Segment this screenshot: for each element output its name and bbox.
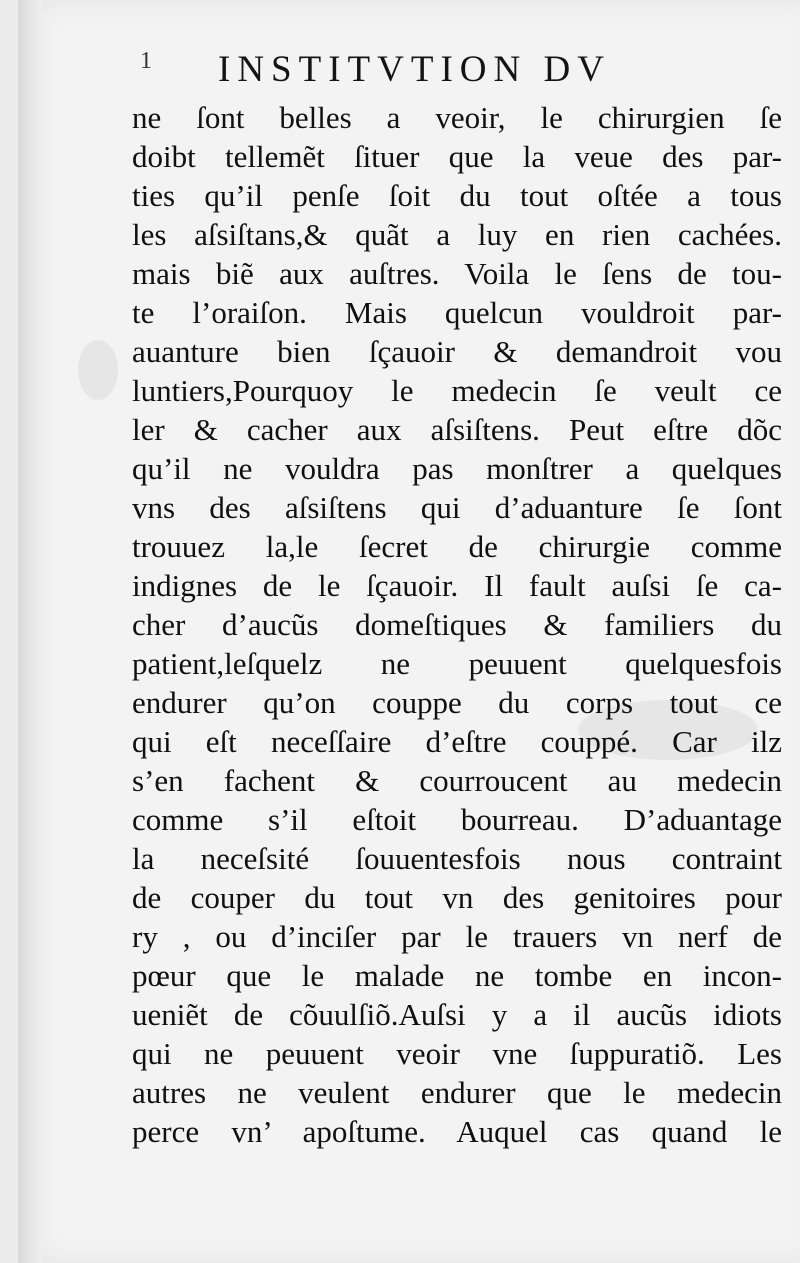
text-line: qui eſt neceſſaire d’eſtre couppé. Car ilz [132, 724, 782, 759]
text-line: ne ſont belles a veoir, le chirurgien ſe [132, 100, 782, 135]
text-line: s’en fachent & courroucent au medecin [132, 763, 782, 798]
folio-number: 1 [140, 48, 152, 74]
text-line: comme s’il eſtoit bourreau. D’aduantage [132, 802, 782, 837]
page-gutter [18, 0, 42, 1263]
text-line: indignes de le ſçauoir. Il fault auſsi ſe ca- [132, 568, 782, 603]
text-line: les aſsiſtans,& quãt a luy en rien cachées. [132, 217, 782, 252]
text-line: de couper du tout vn des genitoires pour [132, 880, 782, 915]
book-page [18, 0, 800, 1263]
text-line: qu’il ne vouldra pas monſtrer a quelques [132, 451, 782, 486]
text-line: ry , ou d’inciſer par le trauers vn nerf de [132, 919, 782, 954]
text-line: la neceſsité ſouuentesfois nous contraint [132, 841, 782, 876]
body-text [132, 98, 782, 1151]
text-line: mais biẽ aux auſtres. Voila le ſens de tou- [132, 256, 782, 291]
text-line: vns des aſsiſtens qui d’aduanture ſe ſont [132, 490, 782, 525]
paper-stain [78, 340, 118, 400]
running-head: INSTITVTION DV [218, 49, 611, 90]
text-line: auanture bien ſçauoir & demandroit vou [132, 334, 782, 369]
text-line: ties qu’il penſe ſoit du tout oſtée a tous [132, 178, 782, 213]
text-line: patient,leſquelz ne peuuent quelquesfois [132, 646, 782, 681]
text-line: perce vn’ apoſtume. Auquel cas quand le [132, 1114, 782, 1149]
text-line: luntiers,Pourquoy le medecin ſe veult ce [132, 373, 782, 408]
text-line: ueniẽt de cõuulſiõ.Auſsi y a il aucũs idiots [132, 997, 782, 1032]
text-line: te l’oraiſon. Mais quelcun vouldroit par- [132, 295, 782, 330]
text-line: pœur que le malade ne tombe en incon- [132, 958, 782, 993]
text-line: endurer qu’on couppe du corps tout ce [132, 685, 782, 720]
text-line: trouuez la,le ſecret de chirurgie comme [132, 529, 782, 564]
text-line: qui ne peuuent veoir vne ſuppuratiõ. Les [132, 1036, 782, 1071]
text-line: autres ne veulent endurer que le medecin [132, 1075, 782, 1110]
text-line: doibt tellemẽt ſituer que la veue des par- [132, 139, 782, 174]
text-line: cher d’aucũs domeſtiques & familiers du [132, 607, 782, 642]
text-line: ler & cacher aux aſsiſtens. Peut eſtre dõc [132, 412, 782, 447]
